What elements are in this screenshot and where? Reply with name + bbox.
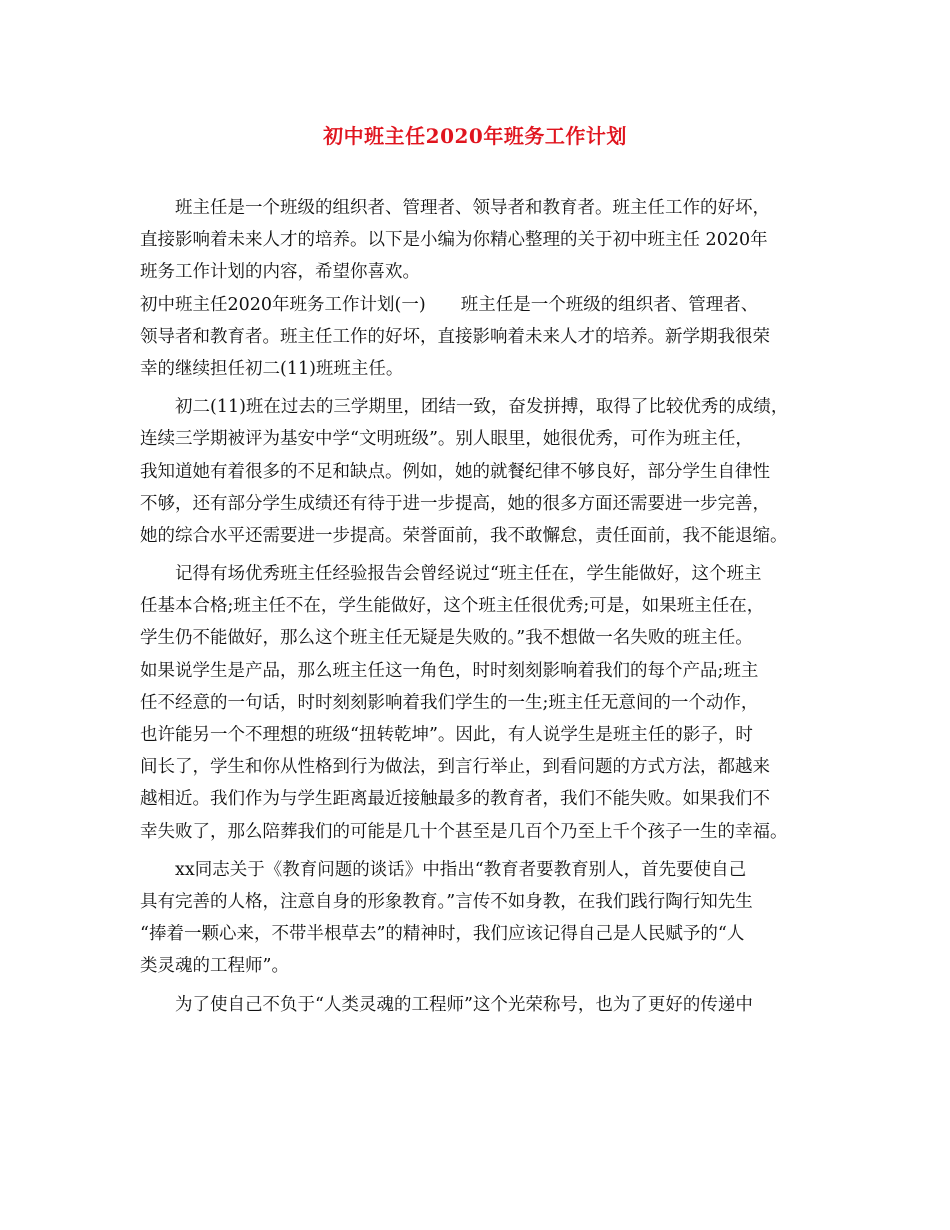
text-line: 间长了，学生和你从性格到行为做法，到言行举止，到看问题的方式方法，都越来 (140, 757, 770, 778)
text-line: 任不经意的一句话，时时刻刻影响着我们学生的一生;班主任无意间的一个动作， (140, 692, 759, 713)
text-line: 她的综合水平还需要进一步提高。荣誉面前，我不敢懈怠，责任面前，我不能退缩。 (140, 525, 788, 546)
text-line: 具有完善的人格，注意自身的形象教育。”言传不如身教，在我们践行陶行知先生 (140, 891, 753, 912)
text-line: 记得有场优秀班主任经验报告会曾经说过“班主任在，学生能做好，这个班主 (175, 564, 762, 585)
text-line: 不够，还有部分学生成绩还有待于进一步提高，她的很多方面还需要进一步完善， (140, 493, 770, 514)
paragraph (140, 391, 822, 552)
text-line: 幸的继续担任初二(11)班班主任。 (140, 358, 404, 379)
text-line: “捧着一颗心来，不带半根草去”的精神时，我们应该记得自己是人民赋予的“人 (140, 924, 745, 945)
paragraph (140, 854, 822, 983)
text-line: 连续三学期被评为基安中学“文明班级”。别人眼里，她很优秀，可作为班主任， (140, 429, 753, 450)
text-line: 如果说学生是产品，那么班主任这一角色，时时刻刻影响着我们的每个产品;班主 (140, 660, 759, 681)
document-title: 初中班主任2020年班务工作计划 (323, 124, 627, 148)
paragraph (140, 289, 822, 386)
document-body (140, 192, 822, 1021)
text-line: 直接影响着未来人才的培养。以下是小编为你精心整理的关于初中班主任 2020年 (140, 230, 768, 251)
text-line: 班务工作计划的内容，希望你喜欢。 (140, 262, 420, 283)
text-line: 班主任是一个班级的组织者、管理者、领导者和教育者。班主任工作的好坏， (175, 198, 770, 218)
text-line: 领导者和教育者。班主任工作的好坏，直接影响着未来人才的培养。新学期我很荣 (140, 326, 770, 347)
text-line: xx同志关于《教育问题的谈话》中指出“教育者要教育别人，首先要使自己 (175, 859, 747, 880)
text-line: 初中班主任2020年班务工作计划(一) 班主任是一个班级的组织者、管理者、 (140, 294, 759, 315)
text-line: 类灵魂的工程师”。 (140, 956, 289, 977)
paragraph (140, 558, 822, 848)
text-line: 也许能另一个不理想的班级“扭转乾坤”。因此，有人说学生是班主任的影子，时 (140, 725, 753, 745)
text-line: 学生仍不能做好，那么这个班主任无疑是失败的。”我不想做一名失败的班主任。 (140, 628, 753, 649)
text-line: 任基本合格;班主任不在，学生能做好，这个班主任很优秀;可是，如果班主任在， (140, 596, 765, 617)
text-line: 我知道她有着很多的不足和缺点。例如，她的就餐纪律不够良好，部分学生自律性 (140, 461, 770, 482)
paragraph (140, 989, 822, 1021)
text-line: 为了使自己不负于“人类灵魂的工程师”这个光荣称号，也为了更好的传递中 (175, 994, 753, 1015)
paragraph (140, 192, 822, 289)
text-line: 越相近。我们作为与学生距离最近接触最多的教育者，我们不能失败。如果我们不 (140, 789, 770, 810)
text-line: 幸失败了，那么陪葬我们的可能是几十个甚至是几百个乃至上千个孩子一生的幸福。 (140, 821, 788, 842)
text-line: 初二(11)班在过去的三学期里，团结一致，奋发拼搏，取得了比较优秀的成绩， (175, 397, 789, 418)
